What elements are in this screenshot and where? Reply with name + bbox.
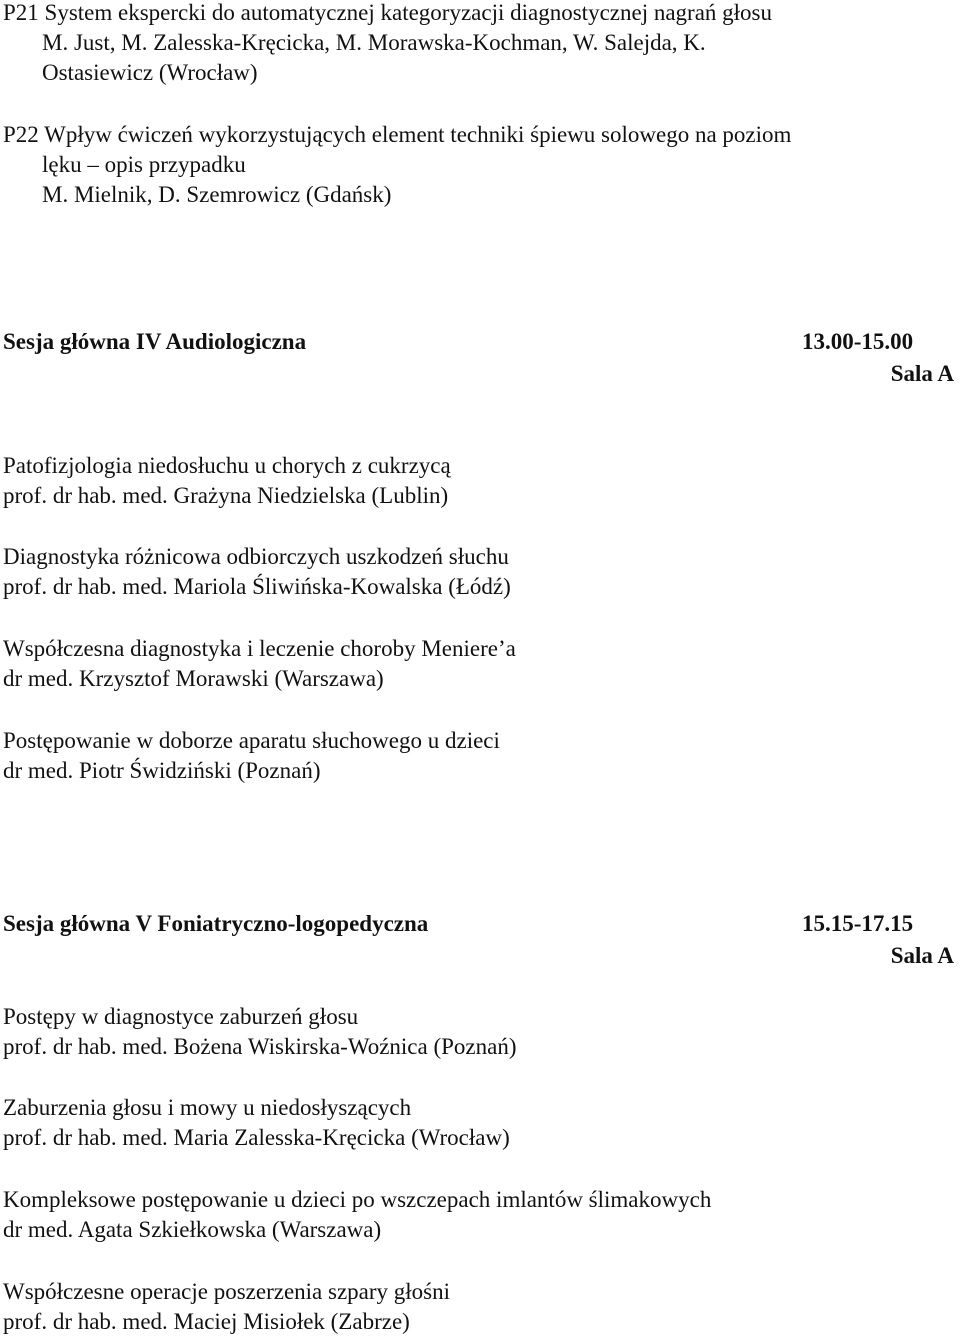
talk-speaker: prof. dr hab. med. Maria Zalesska-Kręcicka (Wrocław)	[3, 1125, 510, 1150]
talk-title: Diagnostyka różnicowa odbiorczych uszkodzeń słuchu	[3, 544, 509, 569]
talk-speaker: prof. dr hab. med. Grażyna Niedzielska (Lublin)	[3, 483, 449, 508]
session-iv-room: Sala A	[890, 361, 954, 386]
poster-p22-title: P22 Wpływ ćwiczeń wykorzystujących element techniki śpiewu solowego na poziom	[3, 122, 792, 147]
talk-speaker: prof. dr hab. med. Bożena Wiskirska-Woźnica (Poznań)	[3, 1034, 517, 1059]
talk-title: Współczesna diagnostyka i leczenie choroby Meniere’a	[3, 636, 516, 661]
poster-p22-title-cont: lęku – opis przypadku	[42, 152, 246, 177]
session-v-room: Sala A	[890, 943, 954, 968]
talk-title: Patofizjologia niedosłuchu u chorych z cukrzycą	[3, 453, 451, 478]
poster-p21-authors-cont: Ostasiewicz (Wrocław)	[42, 60, 258, 85]
talk-title: Kompleksowe postępowanie u dzieci po wszczepach imlantów ślimakowych	[3, 1187, 712, 1212]
talk-speaker: prof. dr hab. med. Maciej Misiołek (Zabrze)	[3, 1309, 410, 1334]
talk-speaker: dr med. Piotr Świdziński (Poznań)	[3, 758, 321, 783]
talk-speaker: dr med. Agata Szkiełkowska (Warszawa)	[3, 1217, 382, 1242]
poster-p21-authors: M. Just, M. Zalesska-Kręcicka, M. Morawska-Kochman, W. Salejda, K.	[42, 30, 706, 55]
talk-title: Postępowanie w doborze aparatu słuchowego u dzieci	[3, 728, 500, 753]
talk-title: Współczesne operacje poszerzenia szpary głośni	[3, 1279, 451, 1304]
talk-speaker: dr med. Krzysztof Morawski (Warszawa)	[3, 666, 384, 691]
poster-p22-authors: M. Mielnik, D. Szemrowicz (Gdańsk)	[42, 182, 392, 207]
session-iv-title: Sesja główna IV Audiologiczna	[3, 329, 307, 354]
talk-speaker: prof. dr hab. med. Mariola Śliwińska-Kowalska (Łódź)	[3, 574, 511, 599]
session-iv-time: 13.00-15.00	[802, 329, 914, 354]
session-v-title: Sesja główna V Foniatryczno-logopedyczna	[3, 911, 429, 936]
talk-title: Zaburzenia głosu i mowy u niedosłyszących	[3, 1095, 412, 1120]
talk-title: Postępy w diagnostyce zaburzeń głosu	[3, 1004, 359, 1029]
session-v-time: 15.15-17.15	[802, 911, 914, 936]
poster-p21-title: P21 System ekspercki do automatycznej kategoryzacji diagnostycznej nagrań głosu	[3, 0, 772, 25]
